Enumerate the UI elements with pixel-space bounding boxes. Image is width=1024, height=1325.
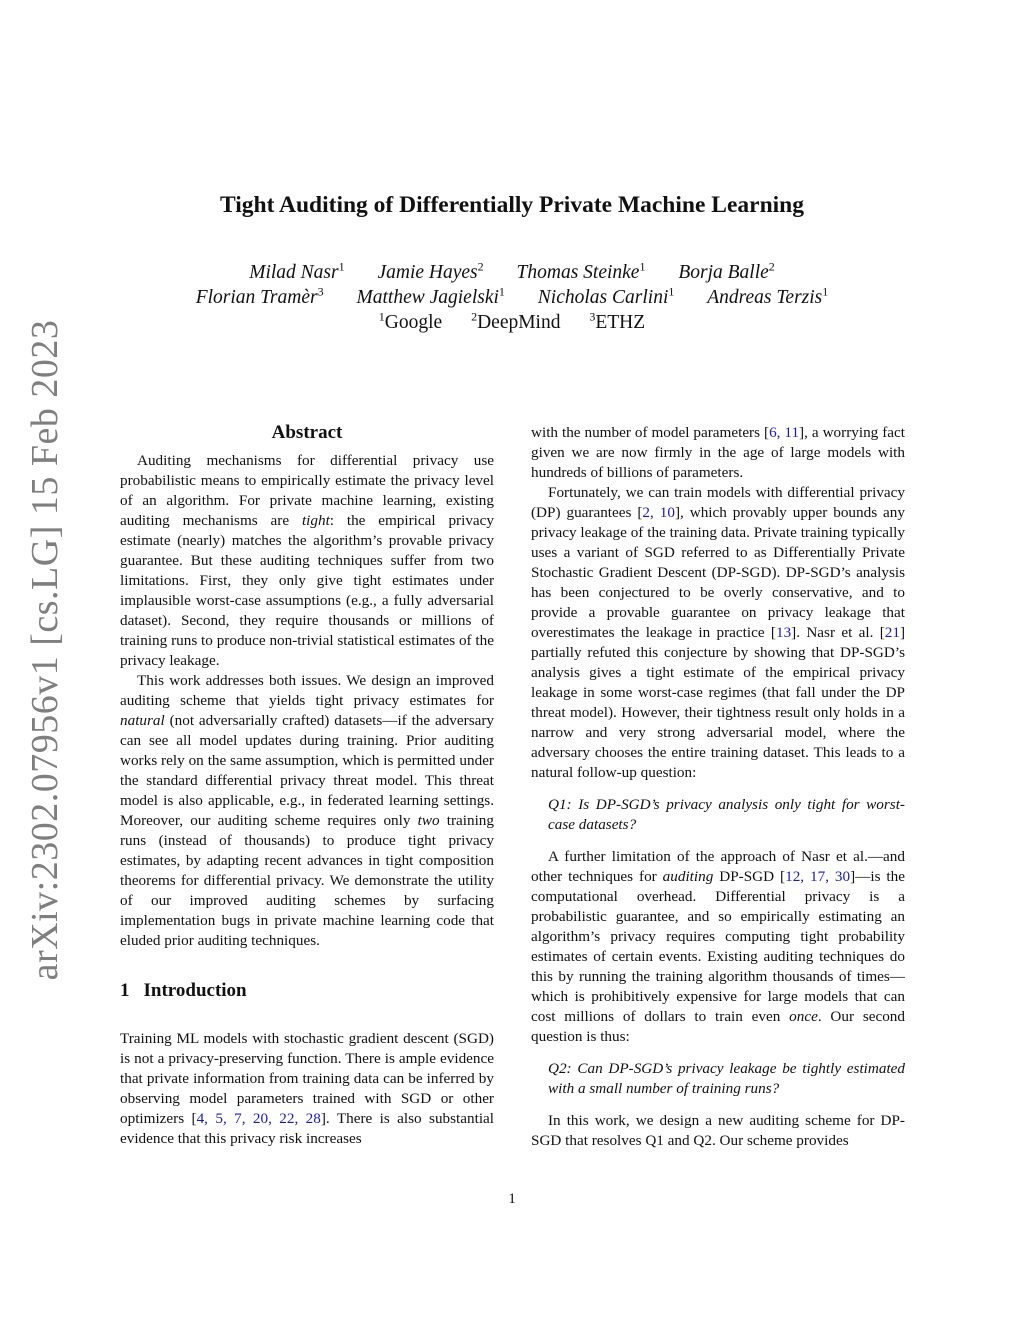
citation-link[interactable]: 6, 11 [769, 424, 800, 441]
right-paragraph-3: A further limitation of the approach of Nasr et al.—and other techniques for auditing DP-SGD [12, 17, 30]—is the computational overhead. Differential privacy is a probabilistic guarantee, and so empirically estimating an algorithm’s privacy requires computing tight probability estimates of certain events. Existing auditing techniques do this by running the training algorithm thousands of times—which is prohibitively expensive for large models that can cost millions of dollars to train even once. Our second question is thus: [531, 848, 905, 1045]
citation-link[interactable]: 2, 10 [642, 504, 675, 521]
author-name: Nicholas Carlini$^1$ [537, 284, 675, 308]
left-column [120, 423, 494, 1149]
right-column [531, 423, 905, 1151]
question-q1: Q1: Is DP-SGD’s privacy analysis only tight for worst-case datasets? [548, 796, 905, 833]
author-name: Thomas Steinke$^1$ [516, 259, 646, 283]
citation-link[interactable]: 12, 17, 30 [785, 868, 851, 885]
author-name: Jamie Hayes$^2$ [377, 259, 484, 283]
abstract-paragraph-2: This work addresses both issues. We design an improved auditing scheme that yields tight privacy estimates for natural (not adversarially crafted) datasets—if the adversary can see all model updates during training. Prior auditing works rely on the same assumption, which is permitted under the standard differential privacy threat model. This threat model is also applicable, e.g., in federated learning settings. Moreover, our auditing scheme requires only two training runs (instead of thousands) to produce tight privacy estimates, by adapting recent advances in tight composition theorems for differential privacy. We demonstrate the utility of our improved auditing schemes by surfacing implementation bugs in private machine learning code that eluded prior auditing techniques. [120, 672, 494, 949]
abstract-paragraph-1: Auditing mechanisms for differential privacy use probabilistic means to empirically estimate the privacy level of an algorithm. For private machine learning, existing auditing mechanisms are tight: the empirical privacy estimate (nearly) matches the algorithm’s provable privacy guarantee. But these auditing techniques suffer from two limitations. First, they only give tight estimates under implausible worst-case assumptions (e.g., a fully adversarial dataset). Second, they require thousands or millions of training runs to produce non-trivial statistical estimates of the privacy leakage. [120, 452, 494, 669]
author-row-2 [0, 284, 1024, 309]
affiliation: $^3$ETHZ [589, 309, 646, 333]
affiliations [0, 309, 1024, 334]
author-name: Matthew Jagielski$^1$ [356, 284, 505, 308]
page-number: 1 [508, 1190, 516, 1207]
citation-link[interactable]: 13 [775, 624, 792, 641]
right-paragraph-2: Fortunately, we can train models with differential privacy (DP) guarantees [2, 10], which provably upper bounds any privacy leakage of the training data. Private training typically uses a variant of SGD referred to as Differentially Private Stochastic Gradient Descent (DP-SGD). DP-SGD’s analysis has been conjectured to be overly conservative, and to provide a provable guarantee on privacy leakage that overestimates the leakage in practice [13]. Nasr et al. [21] partially refuted this conjecture by showing that DP-SGD’s analysis gives a tight estimate of the empirical privacy leakage in some worst-case regimes (that fall under the DP threat model). However, their tightness result only holds in a narrow and very strong adversarial model, where the adversary chooses the entire training dataset. This leads to a natural follow-up question: [531, 484, 905, 781]
paper-title: Tight Auditing of Differentially Private Machine Learning [219, 192, 804, 218]
abstract-heading: Abstract [271, 422, 343, 443]
affiliation: $^2$DeepMind [471, 309, 561, 333]
right-paragraph-1: with the number of model parameters [6, 11], a worrying fact given we are now firmly in the age of large models with hundreds of billions of parameters. [531, 424, 905, 481]
arxiv-identifier-stamp: arXiv:2302.07956v1 [cs.LG] 15 Feb 2023 [24, 319, 66, 981]
affiliation: $^1$Google [378, 309, 443, 333]
citation-link[interactable]: 4, 5, 7, 20, 22, 28 [196, 1110, 321, 1127]
section-heading-introduction: 1 Introduction [120, 980, 247, 1001]
author-name: Florian Tramèr$^3$ [195, 284, 324, 308]
author-name: Andreas Terzis$^1$ [707, 284, 829, 308]
author-name: Milad Nasr$^1$ [249, 259, 345, 283]
author-row-1 [0, 259, 1024, 284]
citation-link[interactable]: 21 [884, 624, 900, 641]
question-q2: Q2: Can DP-SGD’s privacy leakage be tightly estimated with a small number of training runs? [548, 1060, 905, 1097]
author-name: Borja Balle$^2$ [678, 259, 775, 283]
intro-paragraph-1: Training ML models with stochastic gradient descent (SGD) is not a privacy-preserving function. There is ample evidence that private information from training data can be inferred by observing model parameters trained with SGD or other optimizers [4, 5, 7, 20, 22, 28]. There is also substantial evidence that this privacy risk increases [120, 1030, 495, 1147]
right-paragraph-4: In this work, we design a new auditing scheme for DP-SGD that resolves Q1 and Q2. Our scheme provides [531, 1112, 905, 1149]
